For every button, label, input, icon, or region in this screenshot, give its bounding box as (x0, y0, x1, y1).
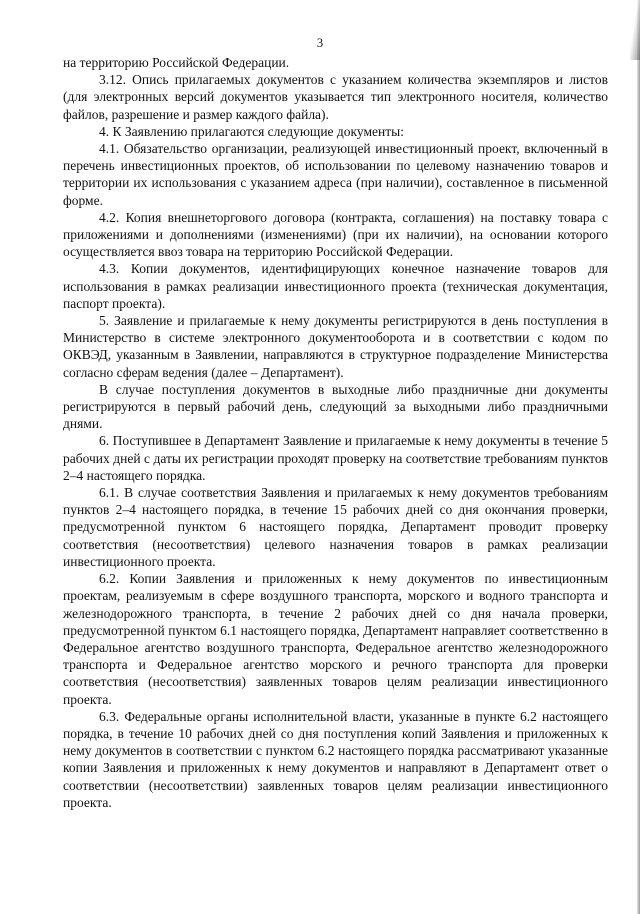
paragraph-4-2: 4.2. Копия внешнеторгового договора (контракта, соглашения) на поставку товара с приложениями и дополнениями (изменениями) (при их наличии), на основании которого осуществляется ввоз товара на территорию Российской Федерации. (63, 209, 608, 260)
page-number: 3 (316, 36, 324, 50)
paragraph-4-3: 4.3. Копии документов, идентифицирующих конечное назначение товаров для использования в рамках реализации инвестиционного проекта (техническая документация, паспорт проекта). (63, 261, 608, 311)
paragraph-6-2: 6.2. Копии Заявления и приложенных к нему документов по инвестиционным проектам, реализуемым в сфере воздушного транспорта, морского и водного транспорта и железнодорожного транспорта, в течение 2 рабочих дней со дня начала проверки, предусмотренной пунктом 6.1 настоящего порядка, Департамент направляет соответственно в Федеральное агентство воздушного транспорта, Федеральное агентство железнодорожного транспорта и Федеральное агентство морского и речного транспорта для проверки соответствия (несоответствия) заявленных товаров целям реализации инвестиционного проекта. (63, 571, 608, 707)
paragraph-5: 5. Заявление и прилагаемые к нему документы регистрируются в день поступления в Министерство в системе электронного документооборота и в соответствии с кодом по ОКВЭД, указанным в Заявлении, направляются в структурное подразделение Министерства согласно сферам ведения (далее – Департамент). (63, 313, 608, 380)
paragraph-4-1: 4.1. Обязательство организации, реализующей инвестиционный проект, включенный в перечень инвестиционных проектов, об использовании по целевому назначению товаров и территории их использования с указанием адреса (при наличии), составленное в письменной форме. (63, 141, 608, 208)
paragraph-6: 6. Поступившее в Департамент Заявление и прилагаемые к нему документы в течение 5 рабочих дней с даты их регистрации проходят проверку на соответствие требованиям пунктов 2–4 настоящего порядка. (63, 433, 608, 483)
paragraph-6-3: 6.3. Федеральные органы исполнительной власти, указанные в пункте 6.2 настоящего порядка, в течение 10 рабочих дней со дня поступления копий Заявления и приложенных к нему документов в соответствии с пунктом 6.2 настоящего порядка рассматривают указанные копии Заявления и приложенных к нему документов и направляют в Департамент ответ о соответствии (несоответствии) заявленных товаров целям реализации инвестиционного проекта. (63, 708, 608, 810)
paragraph-4: 4. К Заявлению прилагаются следующие документы: (99, 123, 404, 139)
document-body (63, 54, 608, 811)
paragraph-5-holidays: В случае поступления документов в выходные либо праздничные дни документы регистрируются в первый рабочий день, следующий за выходными либо праздничными днями. (63, 381, 608, 432)
paragraph-6-1: 6.1. В случае соответствия Заявления и прилагаемых к нему документов требованиям пунктов 2–4 настоящего порядка, в течение 15 рабочих дней со дня окончания проверки, предусмотренной пунктом 6 настоящего порядка, Департамент проводит проверку соответствия (несоответствия) целевого назначения товаров в рамках реализации инвестиционного проекта. (63, 485, 608, 569)
scan-corner-shadow (630, 0, 640, 60)
paragraph-3-12: 3.12. Опись прилагаемых документов с указанием количества экземпляров и листов (для электронных версий документов указывается тип электронного носителя, количество файлов, разрешение и размер каждого файла). (63, 72, 608, 122)
paragraph-continuation: на территорию Российской Федерации. (63, 55, 290, 70)
